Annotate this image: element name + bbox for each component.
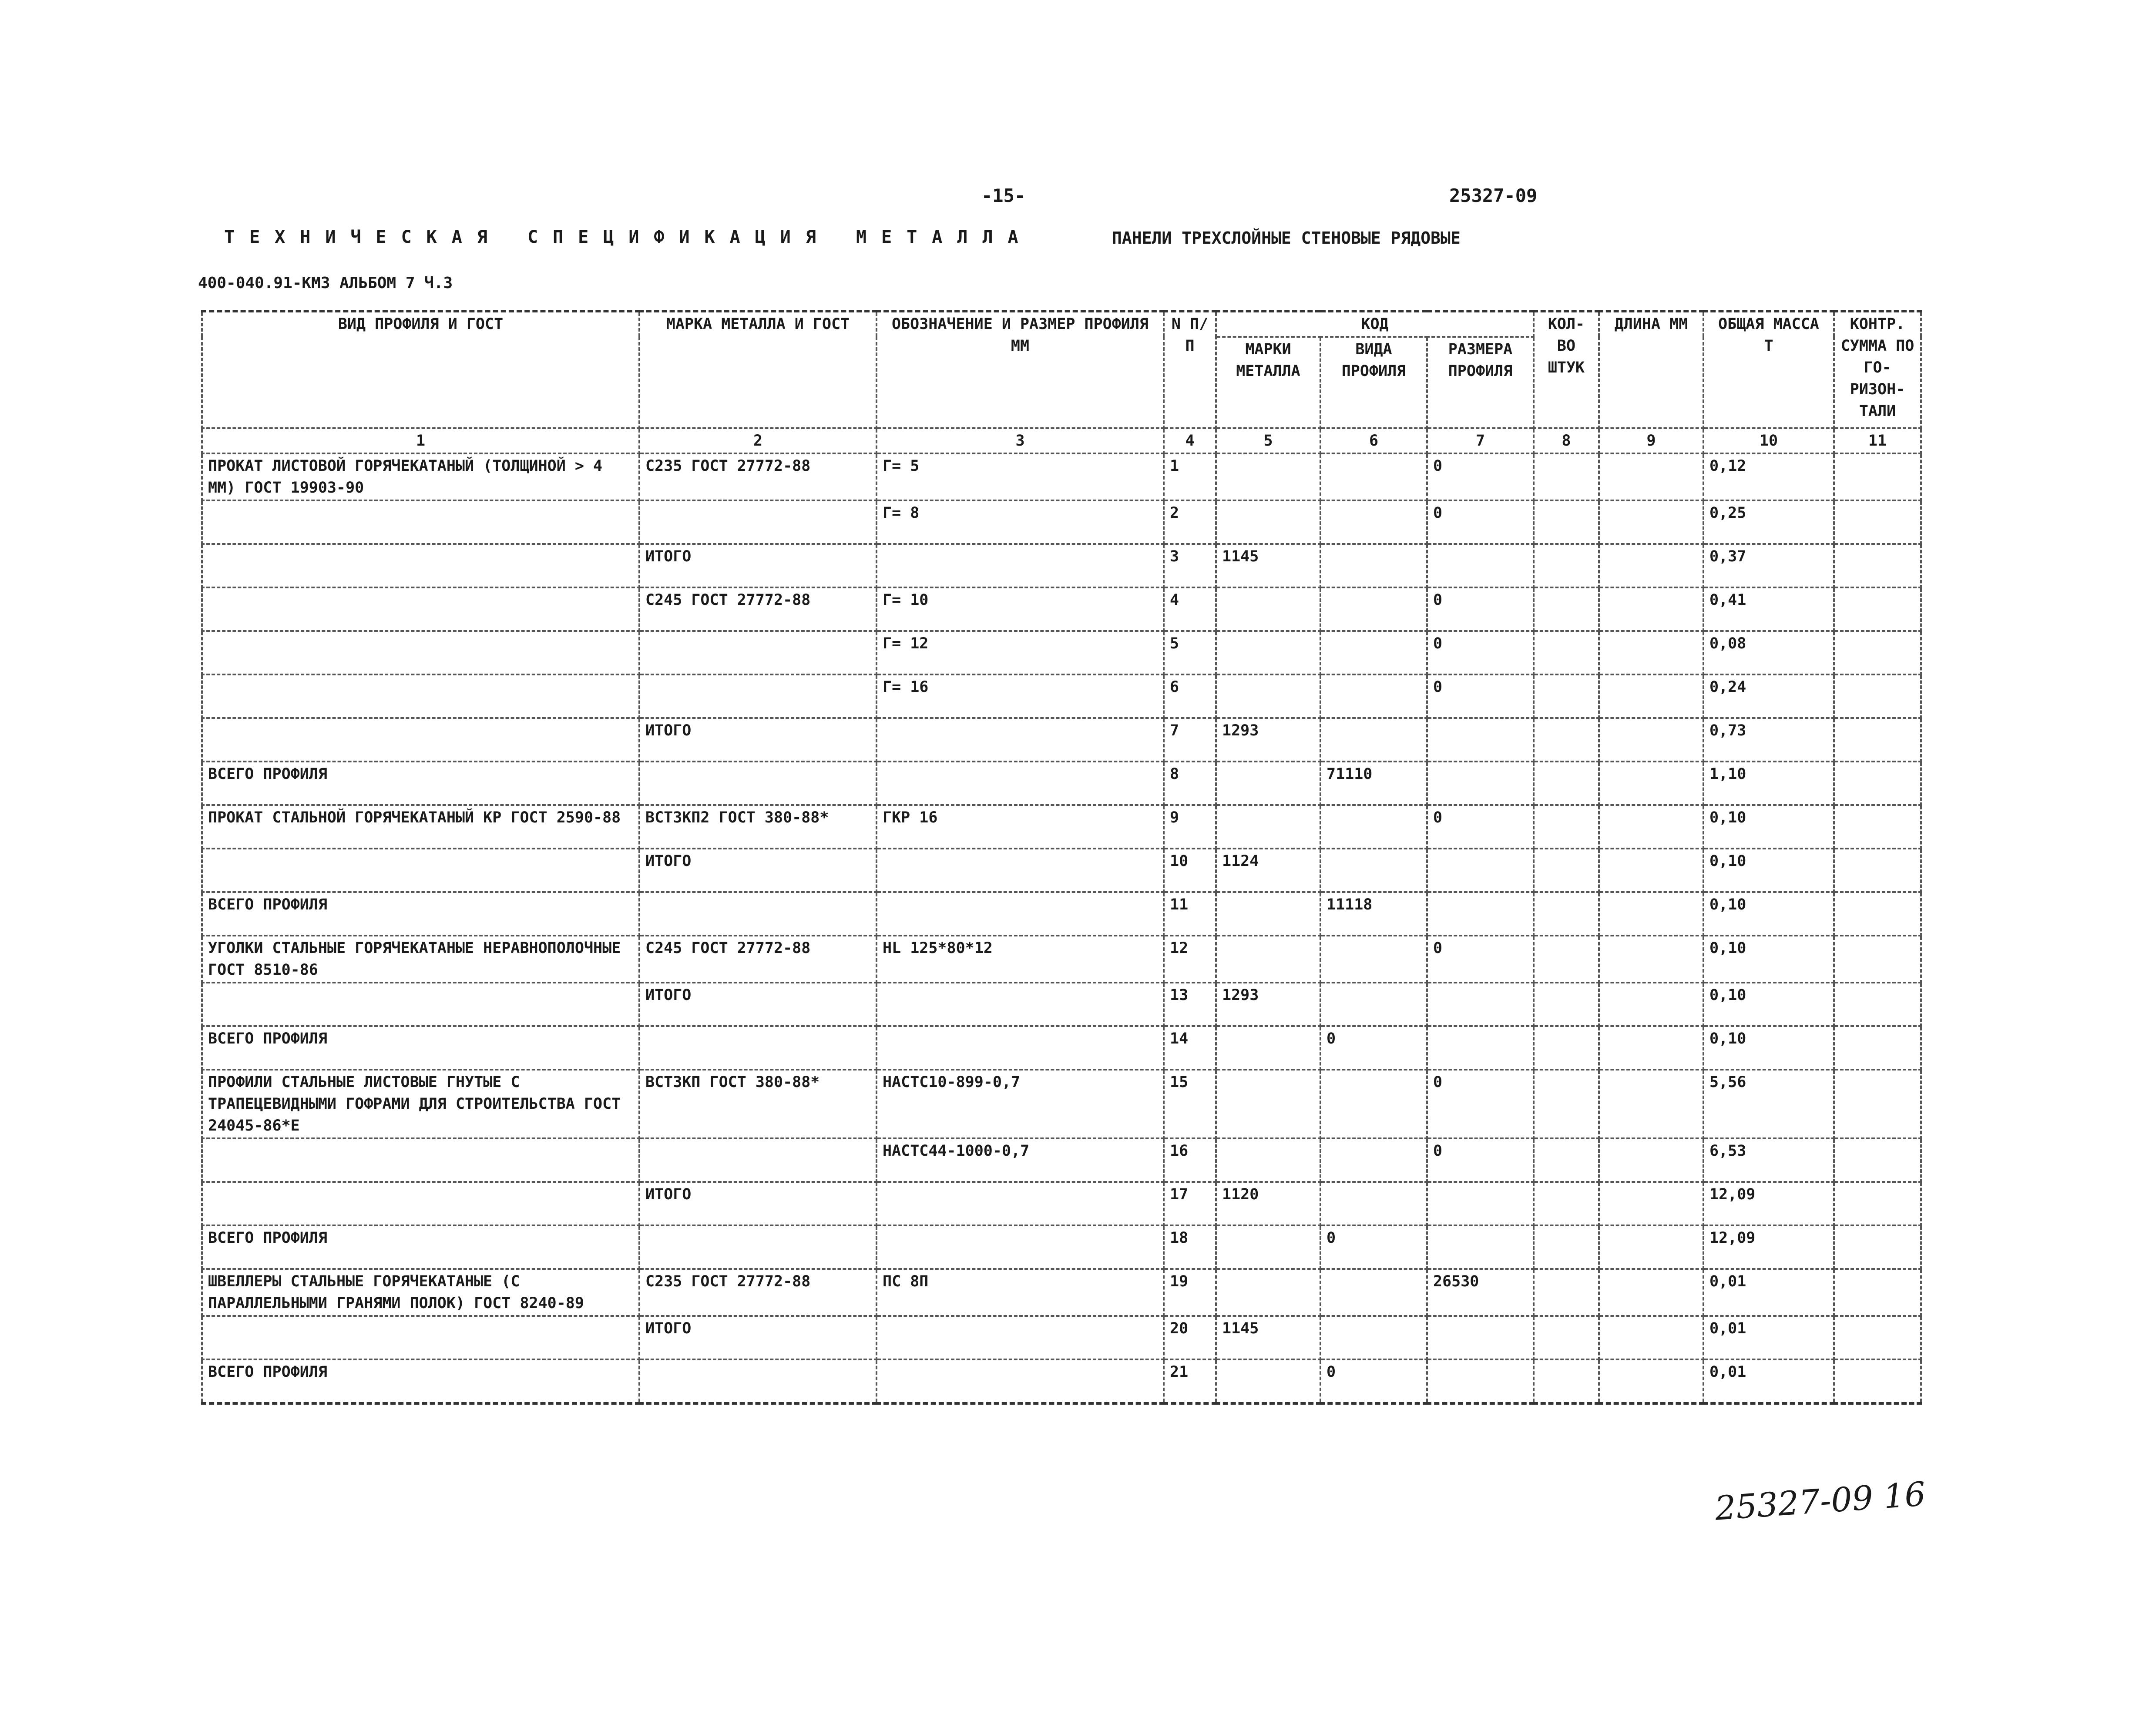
checksum-cell bbox=[1834, 1182, 1921, 1225]
row-number-cell: 2 bbox=[1164, 500, 1216, 544]
row-number-cell: 18 bbox=[1164, 1225, 1216, 1269]
total-mass-cell: 1,10 bbox=[1703, 762, 1834, 805]
row-number-cell: 5 bbox=[1164, 631, 1216, 674]
album-reference: 400-040.91-КМ3 АЛЬБОМ 7 Ч.3 bbox=[198, 274, 453, 292]
total-mass-cell: 0,10 bbox=[1703, 805, 1834, 849]
table-row bbox=[202, 1070, 1921, 1138]
code-steel-cell bbox=[1216, 1138, 1320, 1182]
code-profile-size-cell: 0 bbox=[1427, 500, 1534, 544]
row-number-cell: 17 bbox=[1164, 1182, 1216, 1225]
code-steel-cell bbox=[1216, 762, 1320, 805]
code-profile-size-cell bbox=[1427, 762, 1534, 805]
length-cell bbox=[1599, 453, 1703, 500]
designation-cell bbox=[877, 1182, 1164, 1225]
table-row bbox=[202, 1182, 1921, 1225]
steel-grade-cell bbox=[639, 1225, 877, 1269]
code-profile-size-cell: 0 bbox=[1427, 1138, 1534, 1182]
steel-grade-cell: ИТОГО bbox=[639, 983, 877, 1026]
code-steel-cell bbox=[1216, 1026, 1320, 1070]
row-number-cell: 19 bbox=[1164, 1269, 1216, 1316]
designation-cell bbox=[877, 1225, 1164, 1269]
code-steel-cell: 1293 bbox=[1216, 718, 1320, 762]
length-cell bbox=[1599, 936, 1703, 983]
total-mass-cell: 0,01 bbox=[1703, 1316, 1834, 1359]
col-header-quantity: КОЛ-ВО ШТУК bbox=[1534, 311, 1599, 428]
code-profile-type-cell bbox=[1320, 849, 1427, 892]
code-profile-type-cell: 71110 bbox=[1320, 762, 1427, 805]
row-number-cell: 10 bbox=[1164, 849, 1216, 892]
column-number: 10 bbox=[1703, 428, 1834, 453]
col-header-code-profile-size: РАЗМЕРА ПРОФИЛЯ bbox=[1427, 337, 1534, 428]
code-steel-cell bbox=[1216, 1269, 1320, 1316]
code-steel-cell bbox=[1216, 631, 1320, 674]
steel-grade-cell bbox=[639, 500, 877, 544]
code-profile-type-cell bbox=[1320, 1316, 1427, 1359]
table-row bbox=[202, 631, 1921, 674]
profile-cell bbox=[202, 500, 639, 544]
code-steel-cell: 1145 bbox=[1216, 544, 1320, 587]
code-profile-type-cell bbox=[1320, 983, 1427, 1026]
steel-grade-cell bbox=[639, 1138, 877, 1182]
table-row bbox=[202, 718, 1921, 762]
code-profile-size-cell bbox=[1427, 1182, 1534, 1225]
checksum-cell bbox=[1834, 544, 1921, 587]
total-mass-cell: 0,41 bbox=[1703, 587, 1834, 631]
code-steel-cell bbox=[1216, 587, 1320, 631]
checksum-cell bbox=[1834, 587, 1921, 631]
row-number-cell: 7 bbox=[1164, 718, 1216, 762]
table-row bbox=[202, 1359, 1921, 1403]
quantity-cell bbox=[1534, 500, 1599, 544]
table-row bbox=[202, 544, 1921, 587]
quantity-cell bbox=[1534, 1316, 1599, 1359]
code-steel-cell bbox=[1216, 500, 1320, 544]
designation-cell: ПС 8П bbox=[877, 1269, 1164, 1316]
code-steel-cell: 1120 bbox=[1216, 1182, 1320, 1225]
code-profile-size-cell bbox=[1427, 1026, 1534, 1070]
steel-grade-cell: ИТОГО bbox=[639, 544, 877, 587]
designation-cell: ГКР 16 bbox=[877, 805, 1164, 849]
designation-cell: Г= 12 bbox=[877, 631, 1164, 674]
total-mass-cell: 0,10 bbox=[1703, 1026, 1834, 1070]
column-number: 6 bbox=[1320, 428, 1427, 453]
total-mass-cell: 12,09 bbox=[1703, 1182, 1834, 1225]
profile-cell: ВСЕГО ПРОФИЛЯ bbox=[202, 1026, 639, 1070]
page-number: -15- bbox=[981, 185, 1026, 206]
table-row bbox=[202, 1316, 1921, 1359]
checksum-cell bbox=[1834, 718, 1921, 762]
code-steel-cell bbox=[1216, 1070, 1320, 1138]
quantity-cell bbox=[1534, 1182, 1599, 1225]
total-mass-cell: 0,37 bbox=[1703, 544, 1834, 587]
code-steel-cell: 1145 bbox=[1216, 1316, 1320, 1359]
length-cell bbox=[1599, 1316, 1703, 1359]
designation-cell bbox=[877, 1026, 1164, 1070]
profile-cell: ПРОФИЛИ СТАЛЬНЫЕ ЛИСТОВЫЕ ГНУТЫЕ С ТРАПЕЦЕВИДНЫМИ ГОФРАМИ ДЛЯ СТРОИТЕЛЬСТВА ГОСТ 24045-86*Е bbox=[202, 1070, 639, 1138]
column-number: 11 bbox=[1834, 428, 1921, 453]
column-number: 9 bbox=[1599, 428, 1703, 453]
code-profile-size-cell: 0 bbox=[1427, 805, 1534, 849]
code-steel-cell bbox=[1216, 805, 1320, 849]
code-steel-cell bbox=[1216, 674, 1320, 718]
code-steel-cell bbox=[1216, 936, 1320, 983]
checksum-cell bbox=[1834, 500, 1921, 544]
row-number-cell: 21 bbox=[1164, 1359, 1216, 1403]
quantity-cell bbox=[1534, 762, 1599, 805]
row-number-cell: 15 bbox=[1164, 1070, 1216, 1138]
designation-cell bbox=[877, 762, 1164, 805]
checksum-cell bbox=[1834, 805, 1921, 849]
code-profile-type-cell: 0 bbox=[1320, 1359, 1427, 1403]
length-cell bbox=[1599, 718, 1703, 762]
row-number-cell: 16 bbox=[1164, 1138, 1216, 1182]
column-number: 5 bbox=[1216, 428, 1320, 453]
code-profile-size-cell bbox=[1427, 892, 1534, 936]
length-cell bbox=[1599, 762, 1703, 805]
total-mass-cell: 0,25 bbox=[1703, 500, 1834, 544]
code-profile-size-cell: 0 bbox=[1427, 631, 1534, 674]
code-profile-size-cell: 0 bbox=[1427, 453, 1534, 500]
profile-cell: ПРОКАТ ЛИСТОВОЙ ГОРЯЧЕКАТАНЫЙ (ТОЛЩИНОЙ > 4 ММ) ГОСТ 19903-90 bbox=[202, 453, 639, 500]
total-mass-cell: 0,10 bbox=[1703, 936, 1834, 983]
table-row bbox=[202, 1138, 1921, 1182]
total-mass-cell: 12,09 bbox=[1703, 1225, 1834, 1269]
length-cell bbox=[1599, 805, 1703, 849]
total-mass-cell: 0,73 bbox=[1703, 718, 1834, 762]
quantity-cell bbox=[1534, 1359, 1599, 1403]
profile-cell bbox=[202, 1182, 639, 1225]
code-profile-type-cell bbox=[1320, 587, 1427, 631]
checksum-cell bbox=[1834, 1359, 1921, 1403]
length-cell bbox=[1599, 1182, 1703, 1225]
steel-grade-cell bbox=[639, 1359, 877, 1403]
length-cell bbox=[1599, 1269, 1703, 1316]
checksum-cell bbox=[1834, 453, 1921, 500]
quantity-cell bbox=[1534, 892, 1599, 936]
code-profile-size-cell bbox=[1427, 544, 1534, 587]
designation-cell bbox=[877, 1316, 1164, 1359]
profile-cell: ВСЕГО ПРОФИЛЯ bbox=[202, 1225, 639, 1269]
profile-cell bbox=[202, 849, 639, 892]
code-profile-type-cell bbox=[1320, 805, 1427, 849]
col-header-length: ДЛИНА ММ bbox=[1599, 311, 1703, 428]
total-mass-cell: 0,10 bbox=[1703, 892, 1834, 936]
checksum-cell bbox=[1834, 936, 1921, 983]
quantity-cell bbox=[1534, 1225, 1599, 1269]
col-header-code-steel: МАРКИ МЕТАЛЛА bbox=[1216, 337, 1320, 428]
checksum-cell bbox=[1834, 1225, 1921, 1269]
code-steel-cell bbox=[1216, 892, 1320, 936]
code-profile-size-cell bbox=[1427, 849, 1534, 892]
page-title: ТЕХНИЧЕСКАЯ СПЕЦИФИКАЦИЯ МЕТАЛЛА bbox=[224, 227, 1033, 247]
code-profile-type-cell bbox=[1320, 631, 1427, 674]
steel-grade-cell: ИТОГО bbox=[639, 1182, 877, 1225]
length-cell bbox=[1599, 1026, 1703, 1070]
code-profile-size-cell: 0 bbox=[1427, 1070, 1534, 1138]
steel-grade-cell: С245 ГОСТ 27772-88 bbox=[639, 587, 877, 631]
designation-cell bbox=[877, 983, 1164, 1026]
profile-cell bbox=[202, 544, 639, 587]
length-cell bbox=[1599, 544, 1703, 587]
checksum-cell bbox=[1834, 631, 1921, 674]
column-number: 4 bbox=[1164, 428, 1216, 453]
total-mass-cell: 0,12 bbox=[1703, 453, 1834, 500]
code-profile-type-cell bbox=[1320, 500, 1427, 544]
total-mass-cell: 5,56 bbox=[1703, 1070, 1834, 1138]
checksum-cell bbox=[1834, 674, 1921, 718]
checksum-cell bbox=[1834, 983, 1921, 1026]
quantity-cell bbox=[1534, 544, 1599, 587]
checksum-cell bbox=[1834, 849, 1921, 892]
code-profile-size-cell: 0 bbox=[1427, 587, 1534, 631]
designation-cell: НL 125*80*12 bbox=[877, 936, 1164, 983]
length-cell bbox=[1599, 1138, 1703, 1182]
quantity-cell bbox=[1534, 1026, 1599, 1070]
total-mass-cell: 0,01 bbox=[1703, 1269, 1834, 1316]
profile-cell: ВСЕГО ПРОФИЛЯ bbox=[202, 892, 639, 936]
code-steel-cell bbox=[1216, 453, 1320, 500]
column-number: 1 bbox=[202, 428, 639, 453]
col-header-code-profile-type: ВИДА ПРОФИЛЯ bbox=[1320, 337, 1427, 428]
code-profile-type-cell bbox=[1320, 1182, 1427, 1225]
col-header-designation: ОБОЗНАЧЕНИЕ И РАЗМЕР ПРОФИЛЯ ММ bbox=[877, 311, 1164, 428]
code-profile-size-cell: 26530 bbox=[1427, 1269, 1534, 1316]
column-number: 2 bbox=[639, 428, 877, 453]
designation-cell: НАСТС10-899-0,7 bbox=[877, 1070, 1164, 1138]
code-profile-type-cell: 0 bbox=[1320, 1225, 1427, 1269]
row-number-cell: 11 bbox=[1164, 892, 1216, 936]
col-header-profile: ВИД ПРОФИЛЯ И ГОСТ bbox=[202, 311, 639, 428]
code-profile-size-cell bbox=[1427, 983, 1534, 1026]
profile-cell bbox=[202, 631, 639, 674]
table-row bbox=[202, 892, 1921, 936]
checksum-cell bbox=[1834, 1138, 1921, 1182]
checksum-cell bbox=[1834, 1026, 1921, 1070]
length-cell bbox=[1599, 1359, 1703, 1403]
col-header-code: КОД bbox=[1216, 311, 1534, 337]
handwritten-signature: 25327-09 16 bbox=[1713, 1474, 1927, 1528]
steel-grade-cell bbox=[639, 892, 877, 936]
quantity-cell bbox=[1534, 805, 1599, 849]
column-number: 7 bbox=[1427, 428, 1534, 453]
quantity-cell bbox=[1534, 849, 1599, 892]
code-profile-size-cell: 0 bbox=[1427, 936, 1534, 983]
total-mass-cell: 0,10 bbox=[1703, 983, 1834, 1026]
steel-grade-cell: ВСТ3КП2 ГОСТ 380-88* bbox=[639, 805, 877, 849]
code-profile-size-cell: 0 bbox=[1427, 674, 1534, 718]
checksum-cell bbox=[1834, 892, 1921, 936]
code-profile-type-cell bbox=[1320, 674, 1427, 718]
total-mass-cell: 0,24 bbox=[1703, 674, 1834, 718]
row-number-cell: 12 bbox=[1164, 936, 1216, 983]
quantity-cell bbox=[1534, 631, 1599, 674]
table-row bbox=[202, 453, 1921, 500]
col-header-row-number: N П/П bbox=[1164, 311, 1216, 428]
row-number-cell: 14 bbox=[1164, 1026, 1216, 1070]
length-cell bbox=[1599, 674, 1703, 718]
col-header-steel-grade: МАРКА МЕТАЛЛА И ГОСТ bbox=[639, 311, 877, 428]
code-profile-type-cell bbox=[1320, 718, 1427, 762]
table-row bbox=[202, 936, 1921, 983]
quantity-cell bbox=[1534, 674, 1599, 718]
code-profile-type-cell bbox=[1320, 1138, 1427, 1182]
row-number-cell: 20 bbox=[1164, 1316, 1216, 1359]
length-cell bbox=[1599, 587, 1703, 631]
designation-cell bbox=[877, 544, 1164, 587]
total-mass-cell: 0,01 bbox=[1703, 1359, 1834, 1403]
code-profile-type-cell bbox=[1320, 1070, 1427, 1138]
steel-grade-cell: С235 ГОСТ 27772-88 bbox=[639, 453, 877, 500]
code-profile-type-cell bbox=[1320, 544, 1427, 587]
steel-grade-cell bbox=[639, 631, 877, 674]
table-row bbox=[202, 983, 1921, 1026]
designation-cell bbox=[877, 849, 1164, 892]
col-header-total-mass: ОБЩАЯ МАССА Т bbox=[1703, 311, 1834, 428]
steel-grade-cell: ВСТ3КП ГОСТ 380-88* bbox=[639, 1070, 877, 1138]
table-row bbox=[202, 500, 1921, 544]
steel-grade-cell bbox=[639, 674, 877, 718]
code-profile-type-cell bbox=[1320, 936, 1427, 983]
total-mass-cell: 6,53 bbox=[1703, 1138, 1834, 1182]
checksum-cell bbox=[1834, 1070, 1921, 1138]
row-number-cell: 3 bbox=[1164, 544, 1216, 587]
code-profile-size-cell bbox=[1427, 1316, 1534, 1359]
profile-cell: УГОЛКИ СТАЛЬНЫЕ ГОРЯЧЕКАТАНЫЕ НЕРАВНОПОЛОЧНЫЕ ГОСТ 8510-86 bbox=[202, 936, 639, 983]
code-profile-type-cell bbox=[1320, 1269, 1427, 1316]
total-mass-cell: 0,08 bbox=[1703, 631, 1834, 674]
quantity-cell bbox=[1534, 587, 1599, 631]
table-row bbox=[202, 805, 1921, 849]
quantity-cell bbox=[1534, 936, 1599, 983]
profile-cell: ПРОКАТ СТАЛЬНОЙ ГОРЯЧЕКАТАНЫЙ КР ГОСТ 2590-88 bbox=[202, 805, 639, 849]
length-cell bbox=[1599, 1070, 1703, 1138]
specification-table bbox=[201, 310, 1922, 1405]
code-profile-type-cell bbox=[1320, 453, 1427, 500]
designation-cell: Г= 5 bbox=[877, 453, 1164, 500]
document-code: 25327-09 bbox=[1449, 185, 1538, 206]
table-row bbox=[202, 674, 1921, 718]
table-row bbox=[202, 1269, 1921, 1316]
checksum-cell bbox=[1834, 1316, 1921, 1359]
column-number: 3 bbox=[877, 428, 1164, 453]
steel-grade-cell bbox=[639, 762, 877, 805]
steel-grade-cell: ИТОГО bbox=[639, 718, 877, 762]
designation-cell: Г= 10 bbox=[877, 587, 1164, 631]
length-cell bbox=[1599, 631, 1703, 674]
code-steel-cell bbox=[1216, 1359, 1320, 1403]
row-number-cell: 9 bbox=[1164, 805, 1216, 849]
quantity-cell bbox=[1534, 1138, 1599, 1182]
profile-cell: ВСЕГО ПРОФИЛЯ bbox=[202, 1359, 639, 1403]
length-cell bbox=[1599, 849, 1703, 892]
table-row bbox=[202, 762, 1921, 805]
steel-grade-cell: С245 ГОСТ 27772-88 bbox=[639, 936, 877, 983]
profile-cell bbox=[202, 587, 639, 631]
length-cell bbox=[1599, 892, 1703, 936]
designation-cell bbox=[877, 1359, 1164, 1403]
col-header-checksum: КОНТР. СУММА ПО ГО-РИЗОН-ТАЛИ bbox=[1834, 311, 1921, 428]
profile-cell bbox=[202, 1138, 639, 1182]
steel-grade-cell: С235 ГОСТ 27772-88 bbox=[639, 1269, 877, 1316]
steel-grade-cell: ИТОГО bbox=[639, 849, 877, 892]
length-cell bbox=[1599, 1225, 1703, 1269]
code-profile-size-cell bbox=[1427, 1225, 1534, 1269]
row-number-cell: 1 bbox=[1164, 453, 1216, 500]
quantity-cell bbox=[1534, 983, 1599, 1026]
quantity-cell bbox=[1534, 1269, 1599, 1316]
code-profile-size-cell bbox=[1427, 718, 1534, 762]
quantity-cell bbox=[1534, 718, 1599, 762]
steel-grade-cell: ИТОГО bbox=[639, 1316, 877, 1359]
page-subtitle: ПАНЕЛИ ТРЕХСЛОЙНЫЕ СТЕНОВЫЕ РЯДОВЫЕ bbox=[1112, 228, 1461, 248]
designation-cell bbox=[877, 718, 1164, 762]
quantity-cell bbox=[1534, 453, 1599, 500]
code-steel-cell: 1124 bbox=[1216, 849, 1320, 892]
designation-cell: НАСТС44-1000-0,7 bbox=[877, 1138, 1164, 1182]
profile-cell bbox=[202, 1316, 639, 1359]
profile-cell: ШВЕЛЛЕРЫ СТАЛЬНЫЕ ГОРЯЧЕКАТАНЫЕ (С ПАРАЛЛЕЛЬНЫМИ ГРАНЯМИ ПОЛОК) ГОСТ 8240-89 bbox=[202, 1269, 639, 1316]
row-number-cell: 13 bbox=[1164, 983, 1216, 1026]
steel-grade-cell bbox=[639, 1026, 877, 1070]
row-number-cell: 6 bbox=[1164, 674, 1216, 718]
profile-cell bbox=[202, 674, 639, 718]
length-cell bbox=[1599, 500, 1703, 544]
designation-cell bbox=[877, 892, 1164, 936]
table-row bbox=[202, 587, 1921, 631]
code-steel-cell bbox=[1216, 1225, 1320, 1269]
profile-cell: ВСЕГО ПРОФИЛЯ bbox=[202, 762, 639, 805]
code-steel-cell: 1293 bbox=[1216, 983, 1320, 1026]
table-row bbox=[202, 1225, 1921, 1269]
total-mass-cell: 0,10 bbox=[1703, 849, 1834, 892]
table-row bbox=[202, 849, 1921, 892]
column-number: 8 bbox=[1534, 428, 1599, 453]
row-number-cell: 8 bbox=[1164, 762, 1216, 805]
profile-cell bbox=[202, 983, 639, 1026]
length-cell bbox=[1599, 983, 1703, 1026]
code-profile-type-cell: 11118 bbox=[1320, 892, 1427, 936]
code-profile-type-cell: 0 bbox=[1320, 1026, 1427, 1070]
code-profile-size-cell bbox=[1427, 1359, 1534, 1403]
designation-cell: Г= 8 bbox=[877, 500, 1164, 544]
row-number-cell: 4 bbox=[1164, 587, 1216, 631]
quantity-cell bbox=[1534, 1070, 1599, 1138]
checksum-cell bbox=[1834, 762, 1921, 805]
table-row bbox=[202, 1026, 1921, 1070]
checksum-cell bbox=[1834, 1269, 1921, 1316]
profile-cell bbox=[202, 718, 639, 762]
designation-cell: Г= 16 bbox=[877, 674, 1164, 718]
